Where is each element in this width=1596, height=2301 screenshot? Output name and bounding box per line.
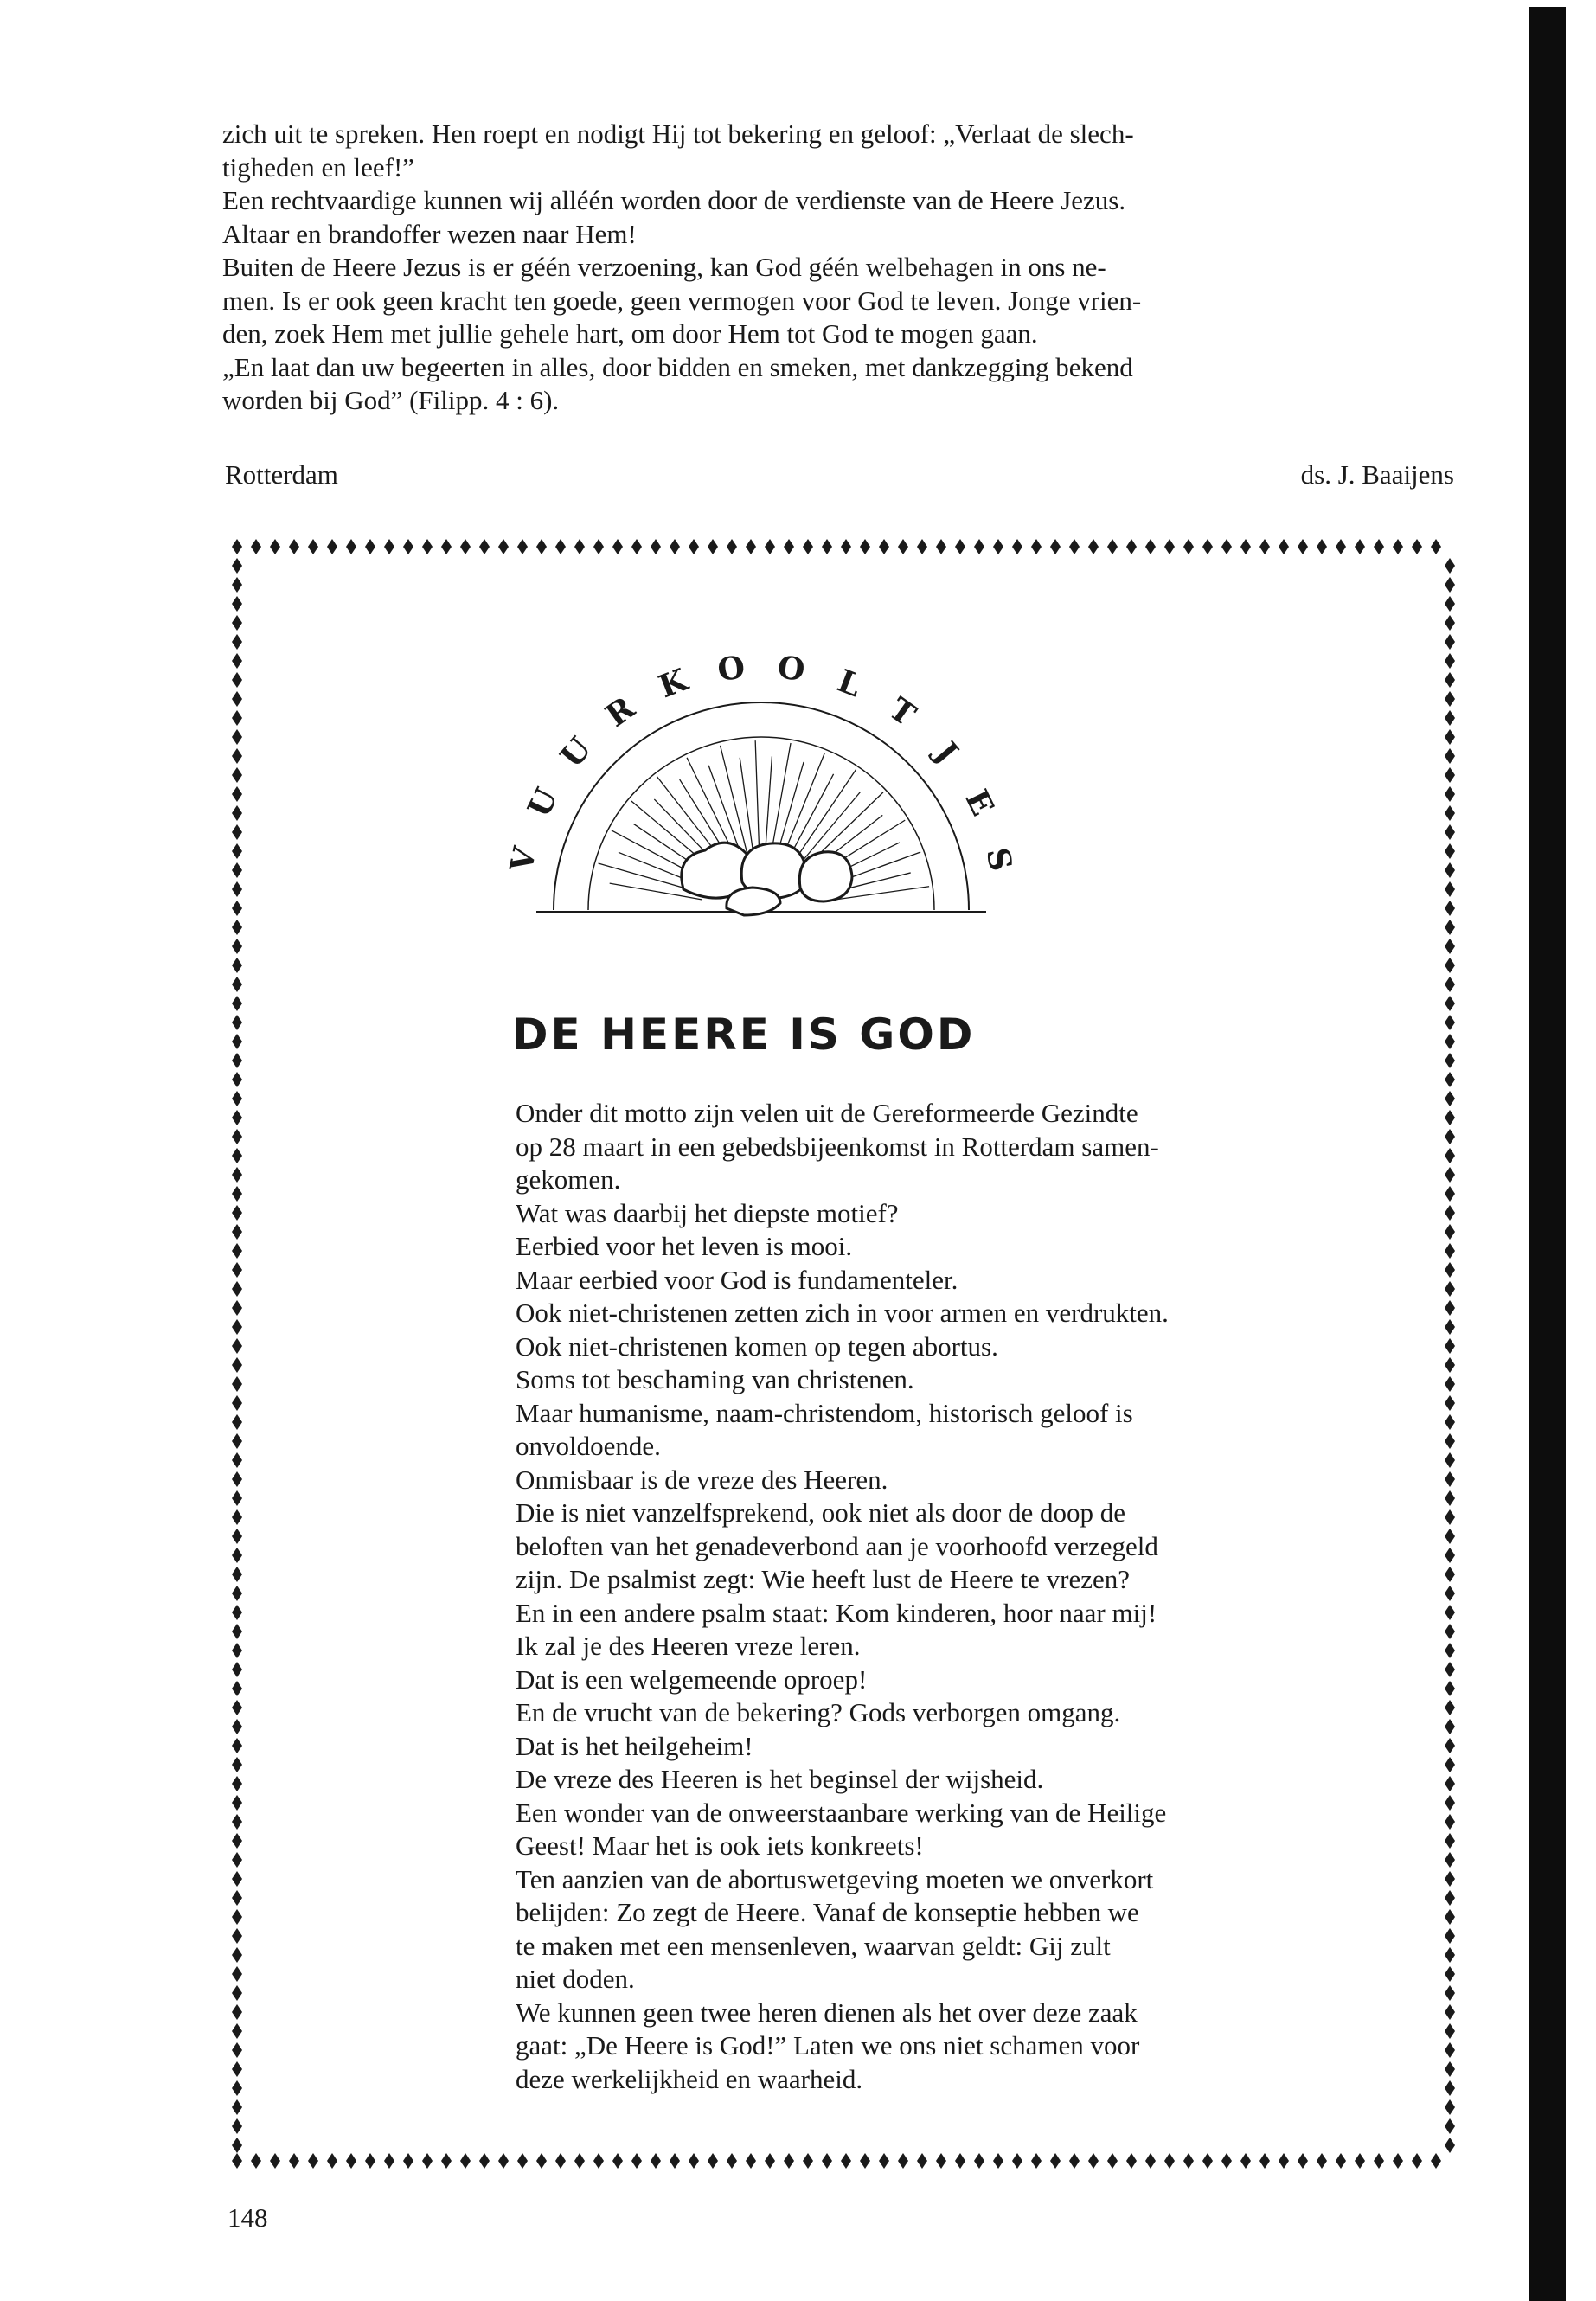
- svg-text:T: T: [881, 690, 923, 734]
- text-line: Een wonder van de onweerstaanbare werking van de Heilige: [516, 1797, 1167, 1828]
- text-line: zich uit te spreken. Hen roept en nodigt Hij tot bekering en geloof: „Verlaat de slech-: [222, 119, 1134, 149]
- page-number: 148: [228, 2202, 268, 2233]
- text-line: Soms tot beschaming van christenen.: [516, 1364, 914, 1394]
- text-line: belijden: Zo zegt de Heere. Vanaf de konseptie hebben we: [516, 1897, 1139, 1927]
- text-line: De vreze des Heeren is het beginsel der wijsheid.: [516, 1764, 1044, 1794]
- text-line: Wat was daarbij het diepste motief?: [516, 1197, 899, 1228]
- text-line: niet doden.: [516, 1964, 635, 1994]
- text-line: En de vrucht van de bekering? Gods verborgen omgang.: [516, 1697, 1121, 1727]
- text-line: gaat: „De Heere is God!” Laten we ons niet schamen voor: [516, 2030, 1140, 2061]
- svg-text:U: U: [553, 730, 599, 775]
- text-line: Buiten de Heere Jezus is er géén verzoening, kan God géén welbehagen in ons ne-: [222, 252, 1106, 282]
- text-line: op 28 maart in een gebedsbijeenkomst in Rotterdam samen-: [516, 1131, 1159, 1162]
- text-line: zijn. De psalmist zegt: Wie heeft lust de Heere te vrezen?: [516, 1564, 1131, 1594]
- text-line: Maar humanisme, naam-christendom, historisch geloof is: [516, 1397, 1133, 1428]
- text-line: Maar eerbied voor God is fundamenteler.: [516, 1264, 958, 1295]
- burning-coals-illustration-icon: [467, 630, 1055, 941]
- text-line: men. Is er ook geen kracht ten goede, geen vermogen voor God te leven. Jonge vrien-: [222, 285, 1142, 316]
- text-line: Een rechtvaardige kunnen wij alléén worden door de verdienste van de Heere Jezus.: [222, 185, 1126, 215]
- text-line: Ik zal je des Heeren vreze leren.: [516, 1631, 861, 1661]
- svg-text:U: U: [521, 782, 566, 824]
- text-line: „En laat dan uw begeerten in alles, door bidden en smeken, met dankzegging bekend: [222, 351, 1133, 382]
- text-line: onvoldoende.: [516, 1431, 661, 1461]
- text-line: worden bij God” (Filipp. 4 : 6).: [222, 385, 560, 415]
- text-line: beloften van het genadeverbond aan je voorhoofd verzegeld: [516, 1530, 1158, 1561]
- text-line: Ook niet-christenen zetten zich in voor armen en verdrukten.: [516, 1298, 1169, 1328]
- text-line: Altaar en brandoffer wezen naar Hem!: [222, 218, 637, 249]
- svg-text:V: V: [503, 843, 544, 875]
- article-body: [516, 1097, 1401, 2096]
- text-line: Onmisbaar is de vreze des Heeren.: [516, 1464, 888, 1495]
- signature-name: ds. J. Baaijens: [1300, 459, 1454, 490]
- text-line: Dat is het heilgeheim!: [516, 1730, 753, 1761]
- vuurkooltjes-logo: [467, 630, 1055, 941]
- text-line: gekomen.: [516, 1164, 621, 1195]
- top-paragraph: [222, 118, 1468, 418]
- svg-text:K: K: [653, 661, 693, 706]
- text-line: Ten aanzien van de abortuswetgeving moeten we onverkort: [516, 1863, 1154, 1894]
- scan-edge-bar: [1529, 7, 1566, 2301]
- signature-place: Rotterdam: [225, 459, 338, 490]
- svg-text:O: O: [715, 649, 747, 689]
- text-line: Onder dit motto zijn velen uit de Gereformeerde Gezindte: [516, 1098, 1138, 1128]
- text-line: Geest! Maar het is ook iets konkreets!: [516, 1830, 924, 1861]
- text-line: tigheden en leef!”: [222, 151, 415, 183]
- text-line: We kunnen geen twee heren dienen als het over deze zaak: [516, 1997, 1138, 2028]
- text-line: Dat is een welgemeende oproep!: [516, 1663, 868, 1695]
- svg-text:E: E: [958, 784, 1002, 822]
- text-line: te maken met een mensenleven, waarvan geldt: Gij zult: [516, 1930, 1111, 1961]
- svg-text:J: J: [927, 734, 965, 771]
- text-line: deze werkelijkheid en waarheid.: [516, 2063, 863, 2094]
- text-line: Ook niet-christenen komen op tegen abortus.: [516, 1330, 998, 1362]
- text-line: En in een andere psalm staat: Kom kinderen, hoor naar mij!: [516, 1597, 1157, 1628]
- svg-text:O: O: [775, 649, 807, 689]
- text-line: Eerbied voor het leven is mooi.: [516, 1231, 853, 1261]
- svg-text:S: S: [978, 844, 1020, 875]
- article-heading: DE HEERE IS GOD: [512, 1009, 976, 1060]
- svg-text:R: R: [599, 689, 642, 734]
- svg-text:L: L: [832, 662, 867, 705]
- text-line: den, zoek Hem met jullie gehele hart, om door Hem tot God te mogen gaan.: [222, 318, 1038, 349]
- text-line: Die is niet vanzelfsprekend, ook niet als door de doop de: [516, 1497, 1126, 1528]
